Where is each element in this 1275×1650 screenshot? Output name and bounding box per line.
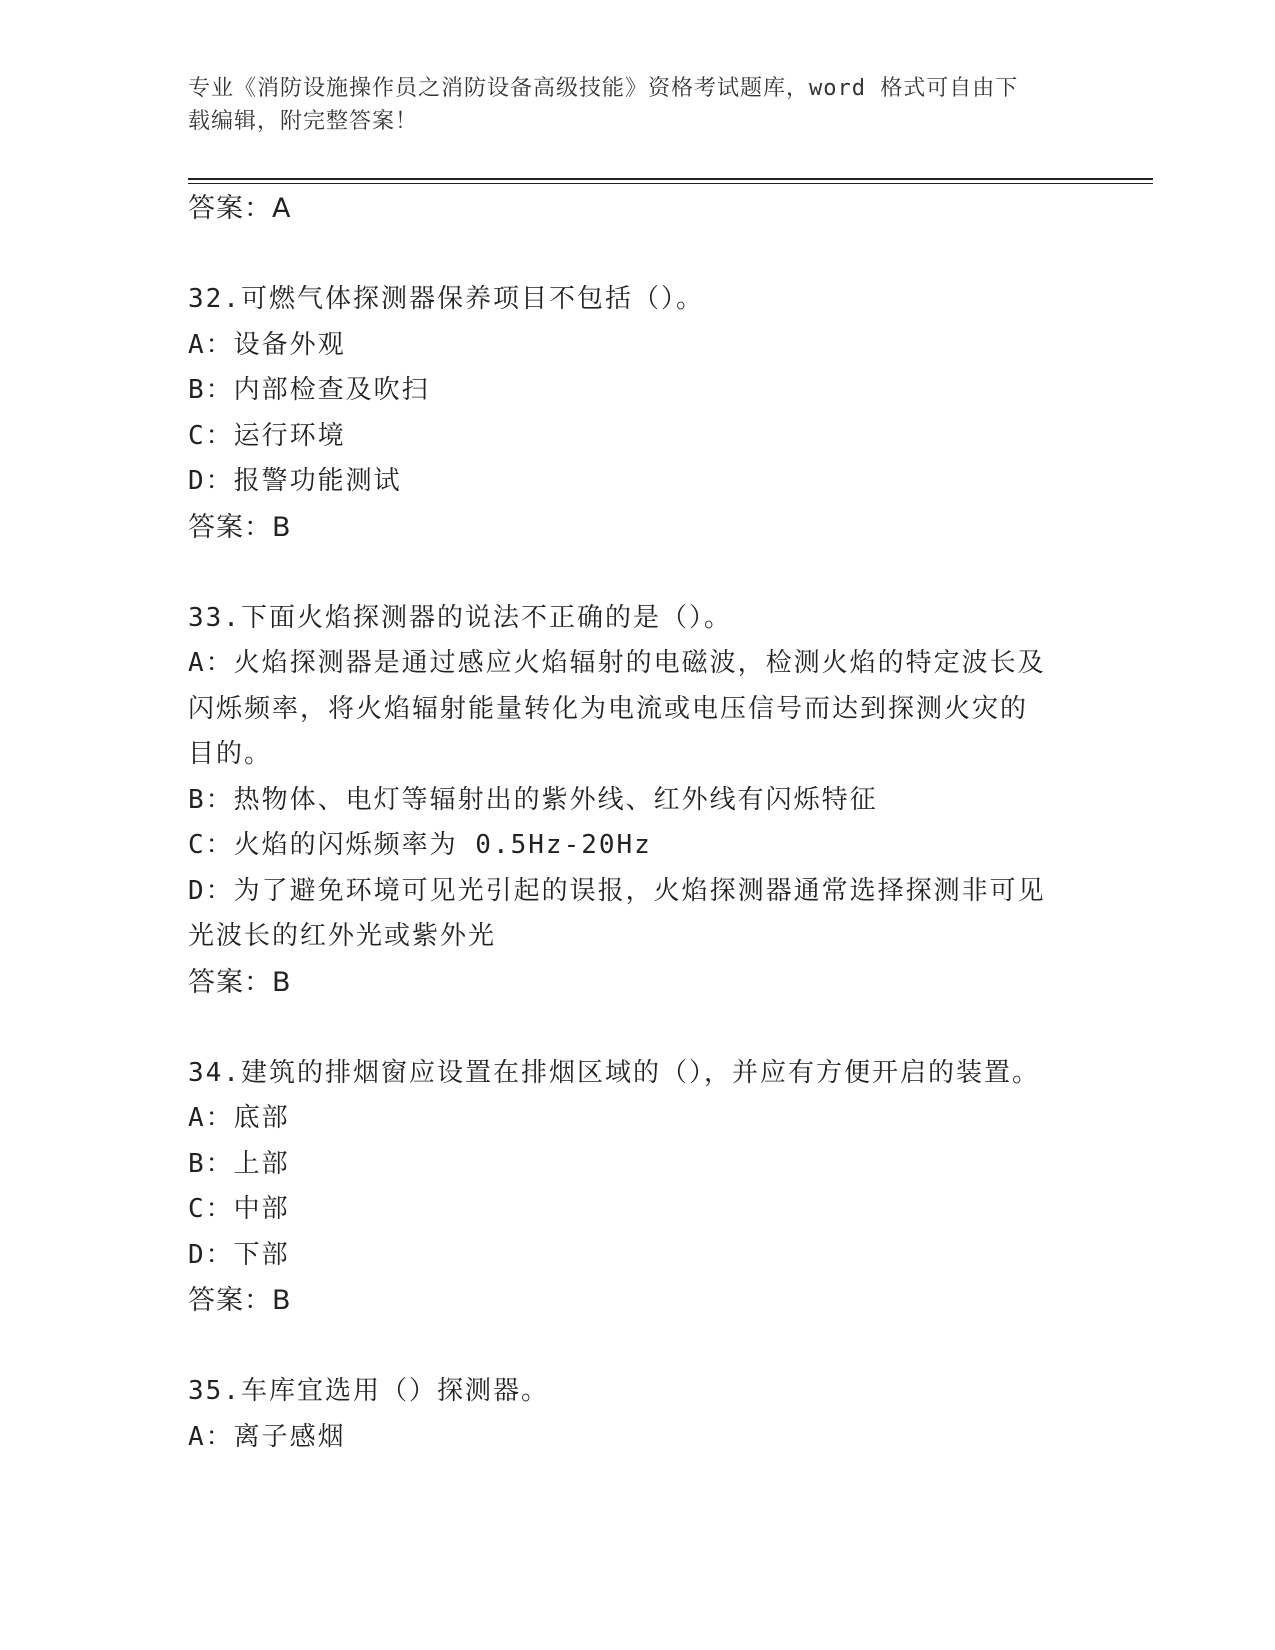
question-list [188, 186, 1088, 1460]
option-a: A：火焰探测器是通过感应火焰辐射的电磁波，检测火焰的特定波长及 [188, 648, 1046, 678]
option-b: B：上部 [188, 1148, 290, 1179]
question-33 [188, 596, 1088, 1006]
header-rule-thin [188, 183, 1153, 184]
option-d-continued: 光波长的红外光或紫外光 [188, 921, 497, 951]
answer-31: 答案：A [188, 193, 292, 224]
option-d: D：下部 [188, 1239, 290, 1270]
question-stem: 32.可燃气体探测器保养项目不包括（）。 [188, 284, 704, 314]
spacer [188, 1005, 1088, 1051]
question-stem: 35.车库宜选用（）探测器。 [188, 1376, 549, 1406]
question-32 [188, 277, 1088, 550]
option-d: D：报警功能测试 [188, 466, 402, 496]
spacer [188, 1324, 1088, 1370]
option-c: C：中部 [188, 1194, 290, 1224]
option-a: A：设备外观 [188, 329, 346, 360]
option-d: D：为了避免环境可见光引起的误报，火焰探测器通常选择探测非可见 [188, 875, 1046, 906]
option-b: B：内部检查及吹扫 [188, 375, 430, 405]
header-line-1: 专业《消防设施操作员之消防设备高级技能》资格考试题库，word 格式可自由下 [188, 76, 1019, 101]
header-line-2: 载编辑，附完整答案！ [188, 109, 419, 134]
spacer [188, 550, 1088, 596]
document-header [188, 72, 1068, 138]
option-a: A：底部 [188, 1103, 290, 1133]
option-b: B：热物体、电灯等辐射出的紫外线、红外线有闪烁特征 [188, 784, 878, 815]
question-35 [188, 1369, 1088, 1460]
option-a-continued: 目的。 [188, 739, 273, 769]
option-a-continued: 闪烁频率，将火焰辐射能量转化为电流或电压信号而达到探测火灾的 [188, 693, 1029, 724]
option-c: C：火焰的闪烁频率为 0.5Hz-20Hz [188, 830, 652, 860]
header-rule-thick [188, 178, 1153, 180]
option-c: C：运行环境 [188, 420, 346, 451]
question-stem: 33.下面火焰探测器的说法不正确的是（）。 [188, 602, 732, 633]
answer: 答案：B [188, 1285, 292, 1316]
question-34 [188, 1051, 1088, 1324]
answer: 答案：B [188, 966, 292, 998]
spacer [188, 232, 1088, 278]
question-stem: 34.建筑的排烟窗应设置在排烟区域的（），并应有方便开启的装置。 [188, 1057, 1040, 1088]
answer: 答案：B [188, 511, 292, 543]
option-a: A：离子感烟 [188, 1421, 346, 1452]
